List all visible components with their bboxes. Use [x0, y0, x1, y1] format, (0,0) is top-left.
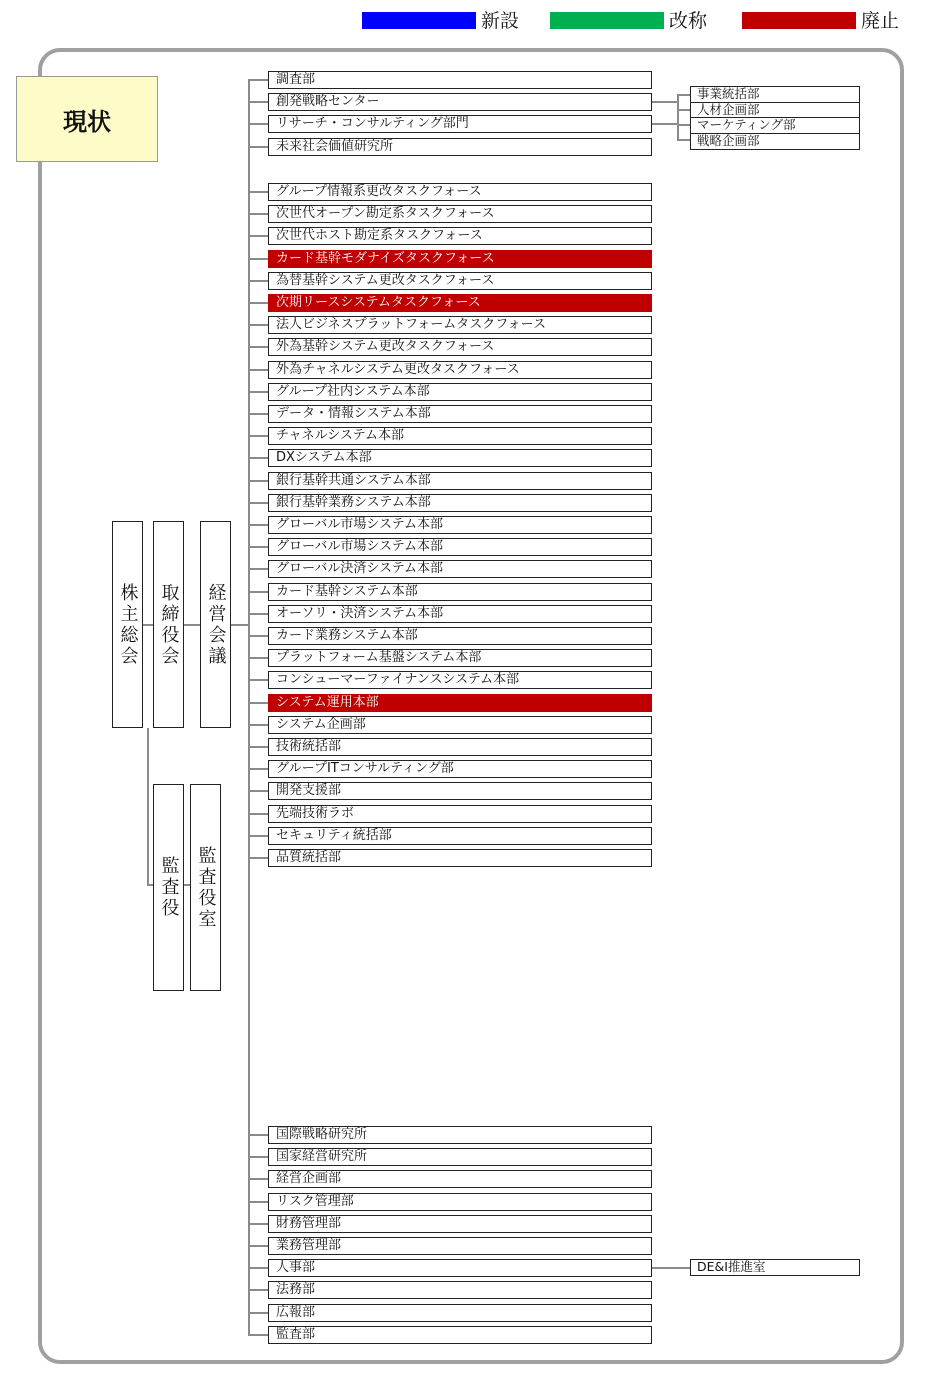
department-branch-line	[248, 346, 268, 348]
department-label: DXシステム本部	[276, 450, 372, 466]
department-label: 経営企画部	[276, 1171, 342, 1187]
department-label: 外為基幹システム更改タスクフォース	[276, 339, 495, 355]
department-label: 財務管理部	[276, 1215, 342, 1231]
sub-unit-connector	[677, 94, 679, 140]
legend-swatch	[362, 12, 476, 29]
board-management-connector	[184, 624, 200, 626]
department-box	[268, 1237, 652, 1255]
department-branch-line	[248, 813, 268, 815]
department-branch-line	[248, 1245, 268, 1247]
sub-unit-label: 人材企画部	[697, 101, 760, 117]
legend-label: 廃止	[861, 10, 900, 32]
department-branch-line	[248, 857, 268, 859]
department-label: 調査部	[276, 72, 316, 87]
department-branch-line	[248, 101, 268, 103]
department-branch-line	[248, 369, 268, 371]
department-box	[268, 738, 652, 756]
board-label: 取締役会	[158, 582, 180, 667]
department-box	[268, 516, 652, 534]
department-branch-line	[248, 302, 268, 304]
department-label: カード基幹システム本部	[276, 583, 418, 599]
department-box	[268, 449, 652, 467]
department-branch-line	[248, 280, 268, 282]
legend-swatch	[742, 12, 856, 29]
department-label: カード業務システム本部	[276, 628, 418, 643]
title-box	[16, 76, 158, 162]
legend-label: 新設	[481, 10, 520, 32]
department-label: 業務管理部	[276, 1238, 342, 1253]
department-label: 為替基幹システム更改タスクフォース	[276, 272, 495, 288]
department-box	[268, 583, 652, 601]
department-label: グローバル決済システム本部	[276, 561, 444, 577]
department-box	[268, 538, 652, 556]
department-box	[268, 649, 652, 667]
department-box	[268, 805, 652, 823]
department-box	[268, 115, 652, 133]
department-label: 先端技術ラボ	[276, 805, 355, 821]
department-label: グローバル市場システム本部	[276, 539, 444, 555]
department-box	[268, 1215, 652, 1233]
department-box	[268, 782, 652, 800]
department-box	[268, 849, 652, 867]
department-branch-line	[248, 613, 268, 615]
department-box	[268, 1281, 652, 1299]
department-branch-line	[248, 123, 268, 125]
shareholders-meeting-box	[112, 521, 143, 728]
department-branch-line	[248, 435, 268, 437]
department-label: 未来社会価値研究所	[276, 138, 394, 154]
department-branch-line	[248, 146, 268, 148]
department-branch-line	[248, 546, 268, 548]
sub-unit-connector	[652, 123, 678, 125]
department-branch-line	[248, 768, 268, 770]
management-meeting-box	[200, 521, 231, 728]
department-branch-line	[248, 724, 268, 726]
department-label: 次世代ホスト勘定系タスクフォース	[276, 228, 483, 244]
department-branch-line	[248, 635, 268, 637]
sub-unit-connector	[677, 109, 690, 111]
department-label: リスク管理部	[276, 1193, 354, 1209]
department-box	[268, 250, 652, 268]
department-label: 銀行基幹共通システム本部	[276, 472, 431, 488]
sub-unit-connector	[677, 139, 690, 141]
shareholders-board-connector	[143, 624, 153, 626]
department-branch-line	[248, 413, 268, 415]
department-box	[268, 472, 652, 490]
hr-sub-unit-connector	[652, 1267, 690, 1269]
department-label: 技術統括部	[276, 739, 342, 754]
shareholders-meeting-label: 株主総会	[117, 582, 139, 667]
department-box	[268, 1170, 652, 1188]
sub-unit-box	[690, 102, 860, 119]
department-branch-line	[248, 1201, 268, 1203]
department-box	[268, 338, 652, 356]
department-label: コンシューマーファイナンスシステム本部	[276, 672, 520, 688]
department-branch-line	[248, 480, 268, 482]
department-label: チャネルシステム本部	[276, 428, 404, 444]
auditor-vertical-connector	[147, 728, 149, 885]
department-box	[268, 294, 652, 312]
department-branch-line	[248, 1312, 268, 1314]
department-box	[268, 671, 652, 689]
sub-unit-connector	[677, 124, 690, 126]
auditor-office-connector	[184, 884, 190, 886]
sub-unit-box	[690, 86, 860, 103]
title-label: 現状	[63, 107, 111, 136]
department-box	[268, 760, 652, 778]
department-label: 次期リースシステムタスクフォース	[276, 295, 481, 310]
department-branch-line	[248, 324, 268, 326]
department-branch-line	[248, 457, 268, 459]
department-label: システム運用本部	[276, 694, 379, 710]
main-spine	[248, 79, 250, 1334]
department-box	[268, 71, 652, 89]
department-box	[268, 494, 652, 512]
department-box	[268, 93, 652, 111]
department-label: リサーチ・コンサルティング部門	[276, 116, 469, 132]
department-label: データ・情報システム本部	[276, 406, 431, 421]
department-branch-line	[248, 746, 268, 748]
sub-unit-box	[690, 1259, 860, 1276]
sub-unit-label: DE&I推進室	[697, 1259, 766, 1274]
department-label: 法務部	[276, 1282, 316, 1298]
department-branch-line	[248, 1267, 268, 1269]
department-box	[268, 827, 652, 845]
department-box	[268, 1326, 652, 1344]
department-box	[268, 405, 652, 423]
department-label: 品質統括部	[276, 850, 342, 865]
auditor-horizontal-connector	[147, 884, 153, 886]
legend-swatch	[550, 12, 664, 29]
department-branch-line	[248, 524, 268, 526]
department-box	[268, 1259, 652, 1277]
department-box	[268, 183, 652, 201]
sub-unit-label: 戦略企画部	[697, 132, 760, 148]
legend-label: 改称	[669, 10, 708, 32]
department-box	[268, 138, 652, 156]
department-box	[268, 272, 652, 290]
department-label: 人事部	[276, 1260, 316, 1276]
department-label: グループ社内システム本部	[276, 383, 430, 399]
department-branch-line	[248, 679, 268, 681]
department-branch-line	[248, 258, 268, 260]
department-label: 開発支援部	[276, 783, 342, 799]
department-label: 広報部	[276, 1304, 316, 1320]
auditor-label: 監査役	[158, 856, 180, 919]
auditor-office-box	[190, 784, 221, 991]
sub-unit-label: マーケティング部	[697, 117, 796, 132]
department-box	[268, 361, 652, 379]
department-branch-line	[248, 657, 268, 659]
department-branch-line	[248, 591, 268, 593]
sub-unit-label: 事業統括部	[697, 86, 760, 101]
department-label: グローバル市場システム本部	[276, 517, 444, 532]
department-branch-line	[248, 235, 268, 237]
department-label: 次世代オープン勘定系タスクフォース	[276, 206, 495, 222]
department-label: 創発戦略センター	[276, 94, 380, 110]
department-label: セキュリティ統括部	[276, 827, 392, 843]
department-label: 国家経営研究所	[276, 1149, 368, 1165]
department-box	[268, 694, 652, 712]
department-branch-line	[248, 213, 268, 215]
department-box	[268, 1126, 652, 1144]
department-box	[268, 627, 652, 645]
department-branch-line	[248, 1223, 268, 1225]
department-box	[268, 1193, 652, 1211]
department-box	[268, 383, 652, 401]
department-box	[268, 560, 652, 578]
department-branch-line	[248, 1156, 268, 1158]
department-label: 監査部	[276, 1326, 316, 1342]
department-label: カード基幹モダナイズタスクフォース	[276, 250, 495, 266]
department-branch-line	[248, 790, 268, 792]
department-branch-line	[248, 502, 268, 504]
department-branch-line	[248, 1289, 268, 1291]
department-label: グループ情報系更改タスクフォース	[276, 184, 482, 199]
sub-unit-box	[690, 133, 860, 150]
department-box	[268, 205, 652, 223]
department-branch-line	[248, 702, 268, 704]
department-branch-line	[248, 1178, 268, 1180]
department-branch-line	[248, 1134, 268, 1136]
auditor-office-label: 監査役室	[195, 845, 217, 930]
department-branch-line	[248, 191, 268, 193]
management-meeting-label: 経営会議	[205, 582, 227, 667]
department-branch-line	[248, 835, 268, 837]
department-branch-line	[248, 568, 268, 570]
department-box	[268, 1304, 652, 1322]
department-box	[268, 316, 652, 334]
sub-unit-connector	[677, 94, 690, 96]
department-label: システム企画部	[276, 716, 366, 732]
department-label: 銀行基幹業務システム本部	[276, 494, 431, 510]
department-branch-line	[248, 391, 268, 393]
department-box	[268, 605, 652, 623]
department-box	[268, 716, 652, 734]
sub-unit-box	[690, 117, 860, 134]
sub-unit-connector	[652, 101, 678, 103]
department-box	[268, 227, 652, 245]
department-box	[268, 1148, 652, 1166]
department-label: オーソリ・決済システム本部	[276, 605, 444, 621]
department-label: 法人ビジネスプラットフォームタスクフォース	[276, 317, 547, 333]
department-label: プラットフォーム基盤システム本部	[276, 650, 482, 666]
department-label: グループITコンサルティング部	[276, 761, 454, 777]
department-label: 国際戦略研究所	[276, 1127, 368, 1142]
management-trunk-connector	[231, 624, 248, 626]
department-label: 外為チャネルシステム更改タスクフォース	[276, 361, 520, 377]
board-box	[153, 521, 184, 728]
department-branch-line	[248, 1334, 268, 1336]
department-branch-line	[248, 79, 268, 81]
department-box	[268, 427, 652, 445]
auditor-box	[153, 784, 184, 991]
